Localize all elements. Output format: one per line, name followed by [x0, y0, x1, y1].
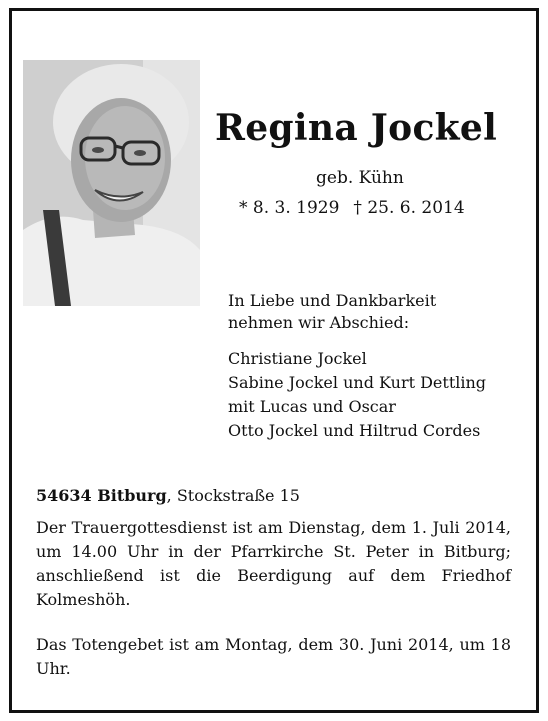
birth-date: * 8. 3. 1929 — [239, 198, 340, 218]
address-street: , Stockstraße 15 — [166, 486, 300, 505]
mourner-item: mit Lucas und Oscar — [228, 397, 396, 416]
maiden-name: geb. Kühn — [316, 168, 404, 188]
farewell-text — [228, 290, 436, 334]
mourner-item: Christiane Jockel — [228, 349, 367, 368]
farewell-line: In Liebe und Dankbarkeit — [228, 291, 437, 310]
address — [36, 486, 300, 505]
life-dates — [239, 198, 465, 218]
mourners-list — [228, 347, 486, 443]
portrait-photo — [23, 60, 200, 306]
death-date: † 25. 6. 2014 — [353, 198, 465, 218]
funeral-service-text: Der Trauergottesdienst ist am Dienstag, dem 1. Juli 2014, um 14.00 Uhr in der Pfarrkirche St. Peter in Bitburg; anschließend ist die Beerdigung auf dem Friedhof Kolmeshöh. — [36, 518, 511, 609]
farewell-line: nehmen wir Abschied: — [228, 313, 410, 332]
mourner-item: Otto Jockel und Hiltrud Cordes — [228, 421, 481, 440]
obituary-frame — [9, 8, 539, 713]
address-city: 54634 Bitburg — [36, 486, 167, 505]
deceased-name: Regina Jockel — [215, 107, 498, 149]
mourner-item: Sabine Jockel und Kurt Dettling — [228, 373, 487, 392]
portrait-photo-illustration — [23, 60, 200, 306]
prayer-text: Das Totengebet ist am Montag, dem 30. Juni 2014, um 18 Uhr. — [36, 635, 511, 678]
